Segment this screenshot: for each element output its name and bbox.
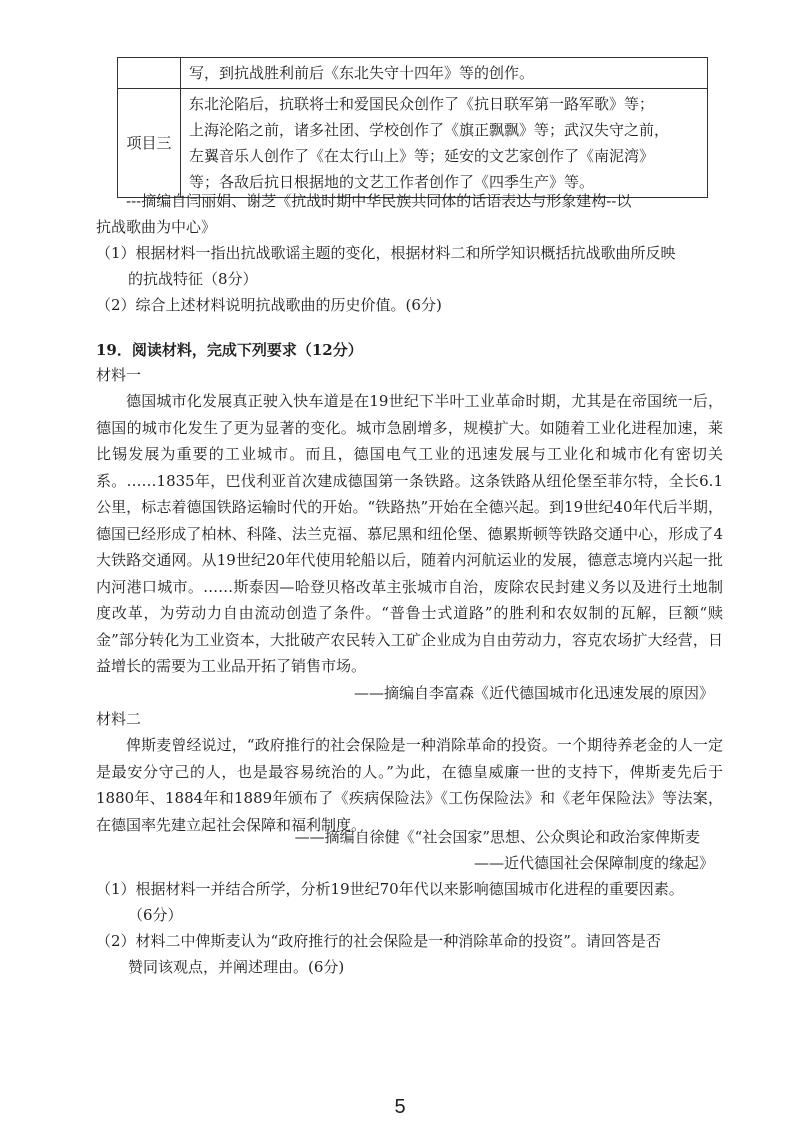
material-2-source-line2: ——近代德国社会保障制度的缘起》: [473, 854, 714, 872]
page-number: 5: [394, 1096, 406, 1118]
table-cell: [181, 89, 708, 198]
question-19-1: [96, 876, 726, 928]
question-19-heading: 19．阅读材料，完成下列要求（12分）: [96, 341, 363, 359]
table-cell: 写，到抗战胜利前后《东北失守十四年》等的创作。: [181, 58, 708, 89]
material-2-source-line1: ——摘编自徐健《“社会国家”思想、公众舆论和政治家俾斯麦: [294, 828, 700, 846]
table-label: 项目三: [118, 89, 181, 198]
songs-table: [117, 57, 708, 198]
table-line: 左翼音乐人创作了《在太行山上》等；延安的文艺家创作了《南泥湾》: [189, 147, 655, 165]
table-line: 上海沦陷之前，诸多社团、学校创作了《旗正飘飘》等；武汉失守之前，: [189, 121, 670, 139]
table-line: 东北沦陷后，抗联将士和爱国民众创作了《抗日联军第一路军歌》等；: [189, 95, 655, 113]
table-label-empty: [118, 58, 181, 89]
material-1-text: 德国城市化发展真正驶入快车道是在19世纪下半叶工业革命时期，尤其是在帝国统一后，德国的城市化发生了更为显著的变化。城市急剧增多，规模扩大。如随着工业化进程加速，莱比锡发展为重要的工业城市。而且，德国电气工业的迅速发展与工业化和城市化有密切关系。……1835年，巴伐利亚首次建成德国第一条铁路。这条铁路从纽伦堡至菲尔特，全长6.1公里，标志着德国铁路运输时代的开始。“铁路热”开始在全德兴起。到19世纪40年代后半期，德国已经形成了柏林、科隆、法兰克福、慕尼黑和纽伦堡、德累斯顿等铁路交通中心，形成了4大铁路交通网。从19世纪20年代使用轮船以后，随着内河航运业的发展，德意志境内兴起一批内河港口城市。……斯泰因—哈登贝格改革主张城市自治，废除农民封建义务以及进行土地制度改革，为劳动力自由流动创造了条件。“普鲁士式道路”的胜利和农奴制的瓦解，巨额“赎金”部分转化为工业资本，大批破产农民转入工矿企业成为自由劳动力，容克农场扩大经营，日益增长的需要为工业品开拓了销售市场。: [96, 392, 723, 675]
question-text-cont: 赞同该观点，并阐述理由。(6分): [128, 958, 345, 976]
material-2-label: 材料二: [96, 710, 142, 728]
question-text: （1）根据材料一并结合所学，分析19世纪70年代以来影响德国城市化进程的重要因素。: [96, 880, 684, 898]
source-citation-line2: 抗战歌曲为中心》: [96, 218, 217, 236]
material-1-label: 材料一: [96, 366, 142, 384]
question-18-1: [96, 240, 726, 292]
question-text: （1）根据材料一指出抗战歌谣主题的变化，根据材料二和所学知识概括抗战歌曲所反映: [96, 244, 676, 262]
material-1-source: ——摘编自李富森《近代德国城市化迅速发展的原因》: [353, 684, 714, 702]
table-line: 等；各敌后抗日根据地的文艺工作者创作了《四季生产》等。: [189, 173, 595, 191]
question-19-2: [96, 928, 726, 980]
question-text: （2）材料二中俾斯麦认为“政府推行的社会保险是一种消除革命的投资”。请回答是否: [96, 932, 661, 950]
question-text-cont: （6分）: [128, 906, 183, 924]
material-2-text: 俾斯麦曾经说过，“政府推行的社会保险是一种消除革命的投资。一个期待养老金的人一定是最安分守己的人，也是最容易统治的人。”为此，在德皇威廉一世的支持下，俾斯麦先后于1880年、1884年和1889年颁布了《疾病保险法》《工伤保险法》和《老年保险法》等法案，在德国率先建立起社会保障和福利制度。: [96, 736, 723, 834]
table-row: [118, 89, 708, 198]
table-row: [118, 58, 708, 89]
question-18-2: （2）综合上述材料说明抗战歌曲的历史价值。(6分): [96, 296, 442, 314]
question-text-cont: 的抗战特征（8分）: [128, 270, 258, 288]
source-citation-line1: ---摘编自闫丽娟、谢芝《抗战时期中华民族共同体的话语表达与形象建构--以: [126, 192, 632, 210]
